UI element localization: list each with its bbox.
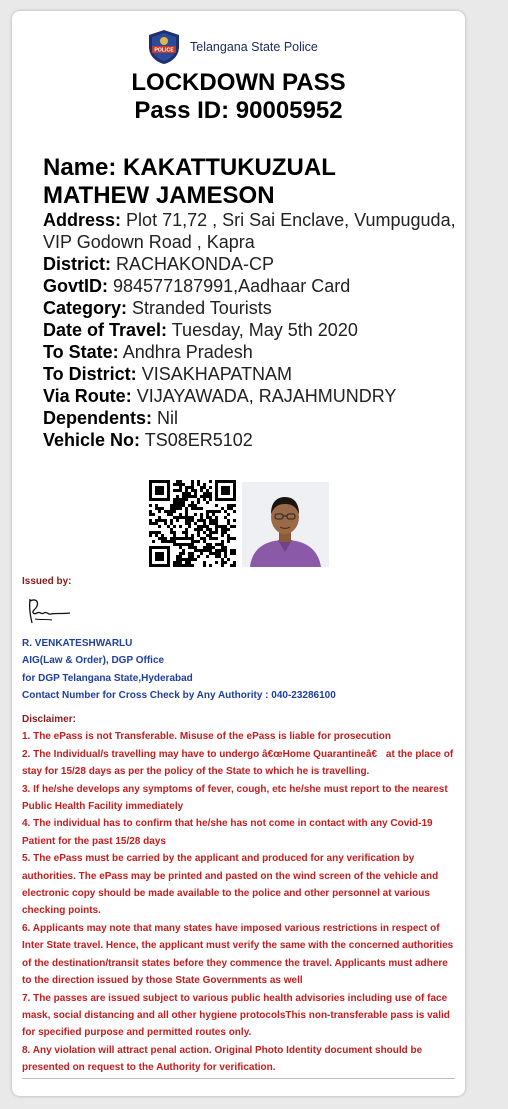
disclaimer-label: Disclaimer: (22, 714, 76, 725)
disclaimer (22, 711, 458, 1077)
disclaimer-item: 2. The Individual/s travelling may have to undergo â€œHome Quarantineâ€ at the place of stay for 15/28 days as per the policy of the State to which he is travelling. (22, 748, 454, 778)
svg-text:POLICE: POLICE (154, 47, 174, 54)
brand-header (146, 29, 318, 65)
field-vehicle-no: Vehicle No: TS08ER5102 (43, 430, 253, 450)
issuer-contact: Contact Number for Cross Check by Any Authority : 040-23286100 (22, 690, 336, 701)
signature (24, 593, 72, 629)
disclaimer-item: 5. The ePass must be carried by the applicant and produced for any verification by authorities. The ePass may be printed and pasted on the wind screen of the vehicle and electronic copy should be made available to the police and other personnel at various checking points. (22, 853, 439, 917)
disclaimer-item: 1. The ePass is not Transferable. Misuse of the ePass is liable for prosecution (22, 731, 392, 743)
issuer-name: R. VENKATESHWARLU (22, 637, 133, 649)
lockdown-pass-card (12, 11, 465, 1096)
disclaimer-item: 3. If he/she develops any symptoms of fever, cough, etc he/she must report to the nearest Public Health Facility immediately (22, 783, 448, 813)
issuer-designation: AIG(Law & Order), DGP Office (22, 655, 165, 666)
divider (22, 1078, 455, 1079)
field-date-of-travel: Date of Travel: Tuesday, May 5th 2020 (43, 320, 358, 340)
field-to-state: To State: Andhra Pradesh (43, 342, 253, 362)
field-via-route: Via Route: VIJAYAWADA, RAJAHMUNDRY (43, 386, 397, 406)
issued-by-label: Issued by: (22, 576, 72, 587)
disclaimer-item: 7. The passes are issued subject to various public health advisories including use of face mask, social distancing and all other hygiene protocolsThis non-transferable pass is valid for specified purpose and permitted routes only. (22, 992, 450, 1039)
pass-details (43, 209, 461, 451)
field-address: Address: Plot 71,72 , Sri Sai Enclave, Vumpuguda, VIP Godown Road , Kapra (43, 210, 456, 252)
qr-code (149, 480, 236, 567)
pass-title: LOCKDOWN PASS (131, 69, 346, 96)
field-district: District: RACHAKONDA-CP (43, 254, 275, 274)
field-category: Category: Stranded Tourists (43, 298, 272, 318)
applicant-photo (242, 482, 329, 567)
police-badge-icon (146, 29, 182, 65)
disclaimer-item: 6. Applicants may note that many states have imposed various restrictions in respect of Inter State travel. Hence, the applicant must verify the same with the concerned authorities of the destination/transit states before they commence the travel. Applicants must adhere to the direction issued by those State Governments as well (22, 922, 454, 987)
field-to-district: To District: VISAKHAPATNAM (43, 364, 293, 384)
org-name: Telangana State Police (190, 40, 318, 54)
applicant-name: Name: KAKATTUKUZUAL MATHEW JAMESON (43, 154, 336, 209)
issuer-block (22, 573, 462, 705)
field-dependents: Dependents: Nil (43, 408, 179, 428)
disclaimer-item: 4. The individual has to confirm that he/she has not come in contact with any Covid-19 Patient for the past 15/28 days (22, 818, 433, 847)
issuer-office: for DGP Telangana State,Hyderabad (22, 672, 193, 684)
disclaimer-item: 8. Any violation will attract penal action. Original Photo Identity document should be presented on request to the Authority for verification. (22, 1044, 423, 1074)
field-govtid: GovtID: 984577187991,Aadhaar Card (43, 276, 351, 296)
pass-id: Pass ID: 90005952 (134, 97, 343, 124)
